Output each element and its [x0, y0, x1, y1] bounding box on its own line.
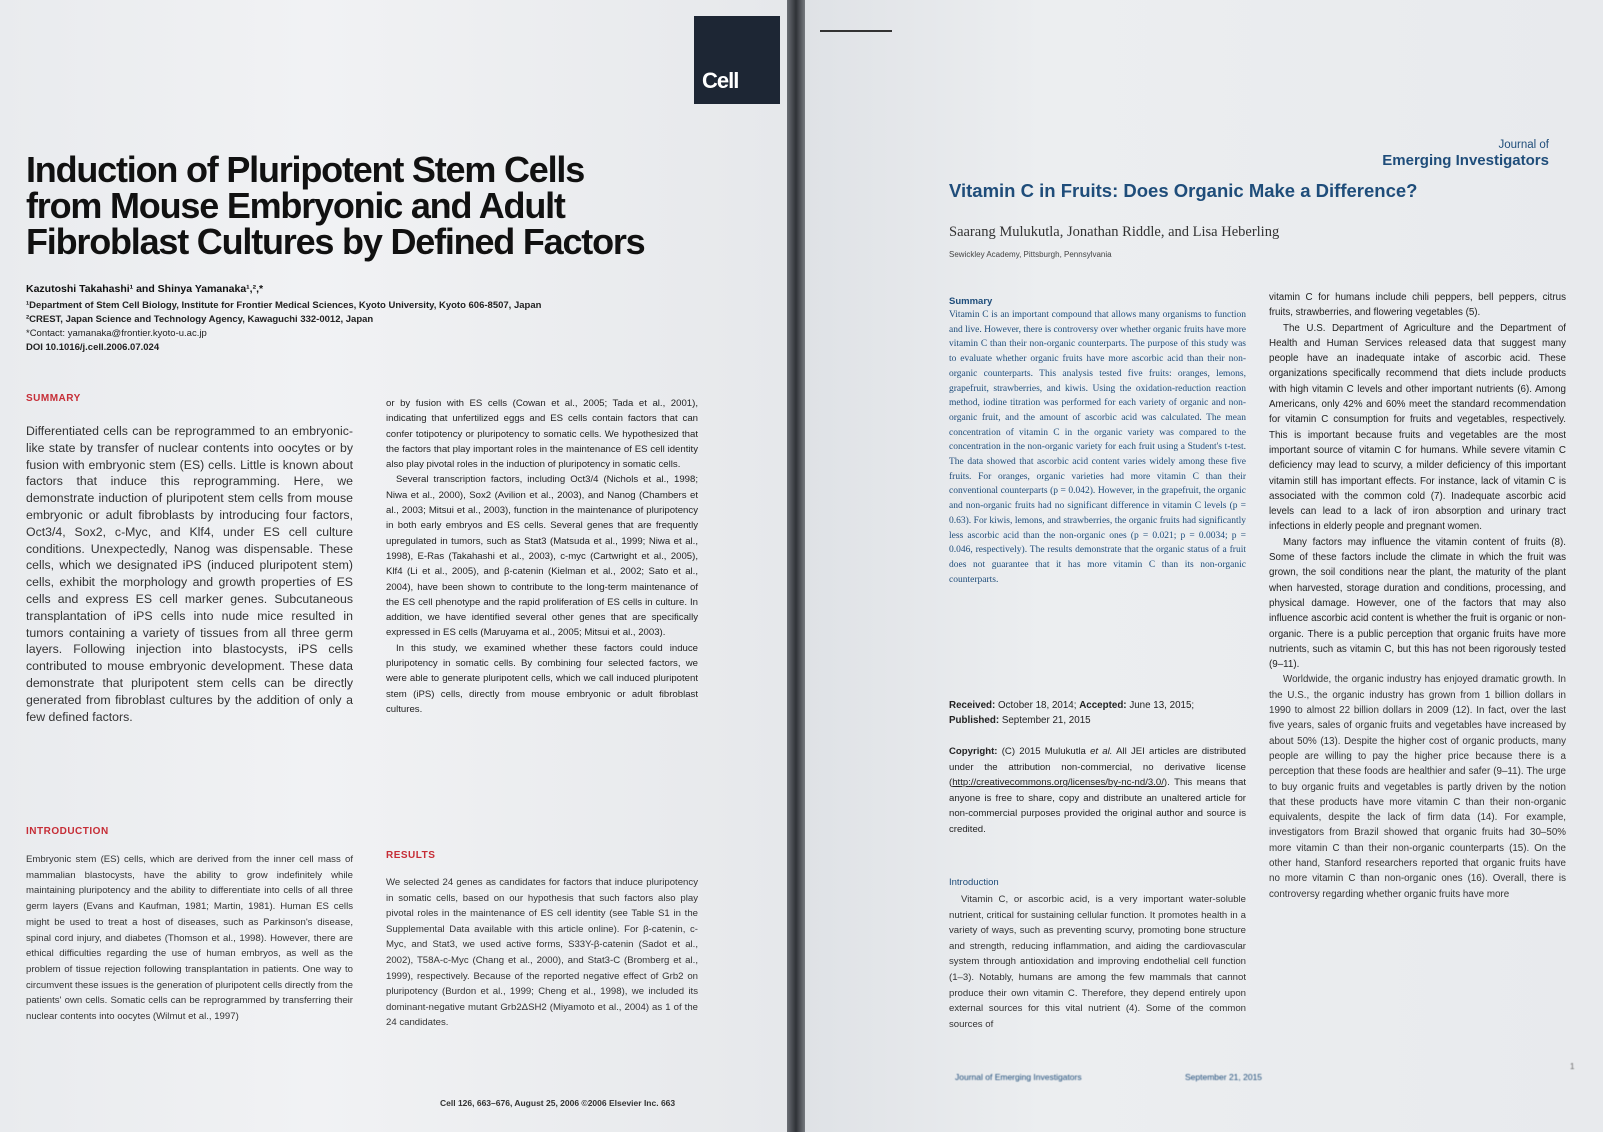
- jei-introduction-heading: Introduction: [949, 877, 999, 888]
- copyright-post: ). This means that anyone is free to share, copy and distribute an unaltered article for non-commercial purposes provided the original author and source is credited.: [949, 777, 1246, 835]
- cell-summary-text: Differentiated cells can be reprogrammed to an embryonic-like state by transfer of nuclear contents into oocytes or by fusion with embryonic stem (ES) cells. Little is known about factors that induce this reprogramming. Here, we demonstrate induction of pluripotent stem cells from mouse embryonic or adult fibroblasts by introducing four factors, Oct3/4, Sox2, c-Myc, and Klf4, under ES cell culture conditions. Unexpectedly, Nanog was dispensable. These cells, which we designated iPS (induced pluripotent stem) cells, exhibit the morphology and growth properties of ES cells and express ES cell marker genes. Subcutaneous transplantation of iPS cells into nude mice resulted in tumors containing a variety of tissues from all three germ layers. Following injection into blastocysts, iPS cells contributed to mouse embryonic development. These data demonstrate that pluripotent stem cells can be directly generated from fibroblast cultures by the addition of only a few defined factors.: [26, 424, 353, 724]
- copyright-label: Copyright:: [949, 746, 998, 757]
- published-label: Published:: [949, 715, 1000, 726]
- jei-col2-paragraph-4: Worldwide, the organic industry has enjoyed dramatic growth. In the U.S., the organic industry has grown from 1 billion dollars in 1990 to almost 22 billion dollars in 2009 (12). In fact, over the last five years, sales of organic fruits and vegetables have increased by about 50% (13). Despite the higher cost of organic products, many people are willing to pay the higher price because there is a perception that these foods are healthier and safer (9–11). The urge to buy organic fruits and vegetables is partly driven by the notion that these products have more vitamin C than their non-organic equivalents, despite the lack of firm data (14). For example, investigators from Brazil showed that organic fruits had 30–50% more vitamin C than their non-organic counterparts (15). On the other hand, Stanford researchers reported that organic fruits have no more vitamin C than non-organic ones (16). Overall, there is controversy regarding whether organic fruits have more: [1269, 674, 1566, 900]
- jei-footer-journal: Journal of Emerging Investigators: [955, 1072, 1082, 1082]
- cell-journal-logo: [694, 16, 780, 104]
- jei-col2-paragraph-1: vitamin C for humans include chili peppers, bell peppers, citrus fruits, strawberries, and flowering vegetables (5).: [1269, 292, 1566, 319]
- cell-summary-heading: SUMMARY: [26, 393, 81, 404]
- cell-introduction-text: Embryonic stem (ES) cells, which are derived from the inner cell mass of mammalian blastocysts, have the ability to grow indefinitely while maintaining pluripotency and the ability to differentiate into cells of all three germ layers (Evans and Kaufman, 1981; Martin, 1981). Human ES cells might be used to treat a host of diseases, such as Parkinson's disease, spinal cord injury, and diabetes (Thomson et al., 1998). However, there are ethical difficulties regarding the use of human embryos, as well as the problem of tissue rejection following transplantation in patients. One way to circumvent these issues is the generation of pluripotent cells directly from the patients' own cells. Somatic cells can be reprogrammed by transferring their nuclear contents into oocytes (Wilmut et al., 1997): [26, 854, 353, 1023]
- cell-doi: DOI 10.1016/j.cell.2006.07.024: [26, 342, 160, 353]
- published-date: September 21, 2015: [1001, 715, 1091, 726]
- accepted-label: Accepted:: [1079, 700, 1127, 711]
- cell-article-authors: Kazutoshi Takahashi¹ and Shinya Yamanaka¹,²,*: [26, 283, 264, 295]
- cell-col2-paragraph-3: In this study, we examined whether these factors could induce pluripotency in somatic cells. By combining four selected factors, we were able to generate pluripotent cells, which we call induced pluripotent stem (iPS) cells, directly from mouse embryonic or adult fibroblast cultures.: [386, 642, 698, 715]
- copyright-mid: All JEI articles are distributed under the attribution non-commercial, no derivative license (: [949, 746, 1246, 789]
- jei-journal-line-2: Emerging Investigators: [1382, 152, 1549, 169]
- cell-introduction-heading: INTRODUCTION: [26, 826, 109, 837]
- cell-column-2: [386, 396, 698, 717]
- jei-article-authors: Saarang Mulukutla, Jonathan Riddle, and Lisa Heberling: [949, 224, 1280, 240]
- license-link[interactable]: http://creativecommons.org/licenses/by-nc-nd/3.0/: [952, 777, 1164, 789]
- jei-summary-heading: Summary: [949, 296, 993, 307]
- jei-journal-line-1: Journal of: [1498, 139, 1549, 151]
- jei-publication-dates: [949, 698, 1246, 728]
- cell-results-heading: RESULTS: [386, 850, 436, 861]
- jei-summary-text: Vitamin C is an important compound that allows many organisms to function and live. However, there is controversy over whether organic fruits have more vitamin C than their non-organic counterparts. The purpose of this study was to evaluate whether organic fruits have more ascorbic acid than their non-organic counterparts. This analysis tested five fruits: oranges, lemons, grapefruit, strawberries, and kiwis. Using the oxidation-reduction reaction method, iodine titration was performed for each variety of organic and non-organic fruit, and the amount of ascorbic acid was calculated. The mean concentration of vitamin C in the organic variety was compared to the concentration in the non-organic variety for each fruit using a Student's t-test. The data showed that ascorbic acid content varies widely among these five fruits. For oranges, organic varieties had more vitamin C than their conventional counterparts (p = 0.042). However, in the grapefruit, the organic and non-organic fruits had no significant difference in vitamin C levels (p = 0.63). For kiwis, lemons, and strawberries, the organic fruits had significantly less ascorbic acid than the non-organic ones (p = 0.021; p = 0.0034; p = 0.046, respectively). The results demonstrate that the organic status of a fruit does not guarantee that it has more vitamin C than its non-organic counterparts.: [949, 310, 1246, 585]
- cell-contact: *Contact: yamanaka@frontier.kyoto-u.ac.jp: [26, 328, 207, 339]
- jei-copyright: [949, 744, 1246, 838]
- received-date: October 18, 2014;: [998, 700, 1077, 711]
- cell-article-title: Induction of Pluripotent Stem Cells from Mouse Embryonic and Adult Fibroblast Cultures by Defined Factors: [26, 149, 645, 262]
- jei-journal-header: [1382, 138, 1549, 170]
- pencil-mark: [820, 30, 892, 32]
- jei-affiliation: Sewickley Academy, Pittsburgh, Pennsylvania: [949, 250, 1112, 259]
- jei-footer-date: September 21, 2015: [1185, 1072, 1263, 1082]
- book-gutter: [787, 0, 805, 1132]
- jei-col2-paragraph-2: The U.S. Department of Agriculture and the Department of Health and Human Services released data that suggest many people have an inadequate intake of ascorbic acid. These organizations specifically recommend that diets include products with high vitamin C levels and other important nutrients (6). Among Americans, only 42% and 60% meet the standard recommendation for vitamin C consumption for fruits and vegetables, respectively. This is important because fruits and vegetables are the most important source of vitamin C for humans. While severe vitamin C deficiency may lead to scurvy, a milder deficiency of this important vitamin still has important effects. For instance, lack of vitamin C is associated with the common cold (7). Inadequate ascorbic acid levels can lead to a lack of iron absorption and urinary tract infections in elderly people and pregnant women.: [1269, 322, 1566, 533]
- left-page-cell-article: [0, 0, 787, 1132]
- copyright-pre: (C) 2015 Mulukutla: [1001, 746, 1086, 757]
- jei-introduction-text: Vitamin C, or ascorbic acid, is a very important water-soluble nutrient, critical for sustaining cellular function. It promotes health in a variety of ways, such as preventing scurvy, promoting bone structure and strength, reducing inflammation, and aiding the cardiovascular system through antioxidation and improving endothelial cell function (1–3). Notably, humans are among the few mammals that cannot produce their own vitamin C. Therefore, they depend entirely upon external sources for this vital nutrient (4). Some of the common sources of: [949, 894, 1246, 1030]
- cell-col2-paragraph-2: Several transcription factors, including Oct3/4 (Nichols et al., 1998; Niwa et al., 2000), Sox2 (Avilion et al., 2003), and Nanog (Chambers et al., 2003; Mitsui et al., 2003), function in the maintenance of pluripotency in both early embryos and ES cells. Several genes that are frequently upregulated in tumors, such as Stat3 (Matsuda et al., 1999; Niwa et al., 1998), E-Ras (Takahashi et al., 2003), c-myc (Cartwright et al., 2005), Klf4 (Li et al., 2005), and β-catenin (Kielman et al., 2002; Sato et al., 2004), have been shown to contribute to the long-term maintenance of the ES cell phenotype and the rapid proliferation of ES cells in culture. In addition, we have identified several other genes that are specifically expressed in ES cells (Maruyama et al., 2005; Mitsui et al., 2003).: [386, 474, 698, 639]
- jei-footer-page-number: 1: [1570, 1062, 1575, 1071]
- received-label: Received:: [949, 700, 996, 711]
- jei-column-2: [1269, 290, 1566, 902]
- cell-affiliation-2: ²CREST, Japan Science and Technology Agency, Kawaguchi 332-0012, Japan: [26, 314, 374, 325]
- cell-results-text: We selected 24 genes as candidates for factors that induce pluripotency in somatic cells, based on our hypothesis that such factors also play pivotal roles in the maintenance of ES cell identity (see Table S1 in the Supplemental Data available with this article online). For β-catenin, c-Myc, and Stat3, we used active forms, S33Y-β-catenin (Sadot et al., 2002), T58A-c-Myc (Chang et al., 2000), and Stat3-C (Bromberg et al., 1999), respectively. Because of the reported negative effect of Grb2 on pluripotency (Burdon et al., 1999; Cheng et al., 1998), we included its dominant-negative mutant Grb2ΔSH2 (Miyamoto et al., 2004) as 1 of the 24 candidates.: [386, 877, 698, 1029]
- jei-article-title: Vitamin C in Fruits: Does Organic Make a Difference?: [949, 180, 1418, 201]
- jei-col2-paragraph-3: Many factors may influence the vitamin content of fruits (8). Some of these factors include the climate in which the fruit was grown, the soil conditions near the plant, the maturity of the plant when harvested, storage duration and conditions, processing, and physical damage. However, one of the factors that may also influence ascorbic acid content is whether the fruit is organic or non-organic. There is a public perception that organic fruits have more nutrients, such as vitamin C, but this has not been rigorously tested (9–11).: [1269, 536, 1566, 671]
- cell-page-footer: Cell 126, 663–676, August 25, 2006 ©2006 Elsevier Inc. 663: [440, 1098, 676, 1108]
- accepted-date: June 13, 2015;: [1129, 700, 1195, 711]
- cell-affiliation-1: ¹Department of Stem Cell Biology, Institute for Frontier Medical Sciences, Kyoto University, Kyoto 606-8507, Japan: [26, 300, 542, 311]
- cell-col2-paragraph-1: or by fusion with ES cells (Cowan et al., 2005; Tada et al., 2001), indicating that unfertilized eggs and ES cells contain factors that can confer totipotency or pluripotency to somatic cells. We hypothesized that the factors that play important roles in the maintenance of ES cell identity also play pivotal roles in the induction of pluripotency in somatic cells.: [386, 398, 698, 471]
- cell-logo-text: Cell: [702, 68, 739, 93]
- right-page-jei-article: [805, 0, 1603, 1132]
- copyright-etal: et al.: [1090, 746, 1113, 757]
